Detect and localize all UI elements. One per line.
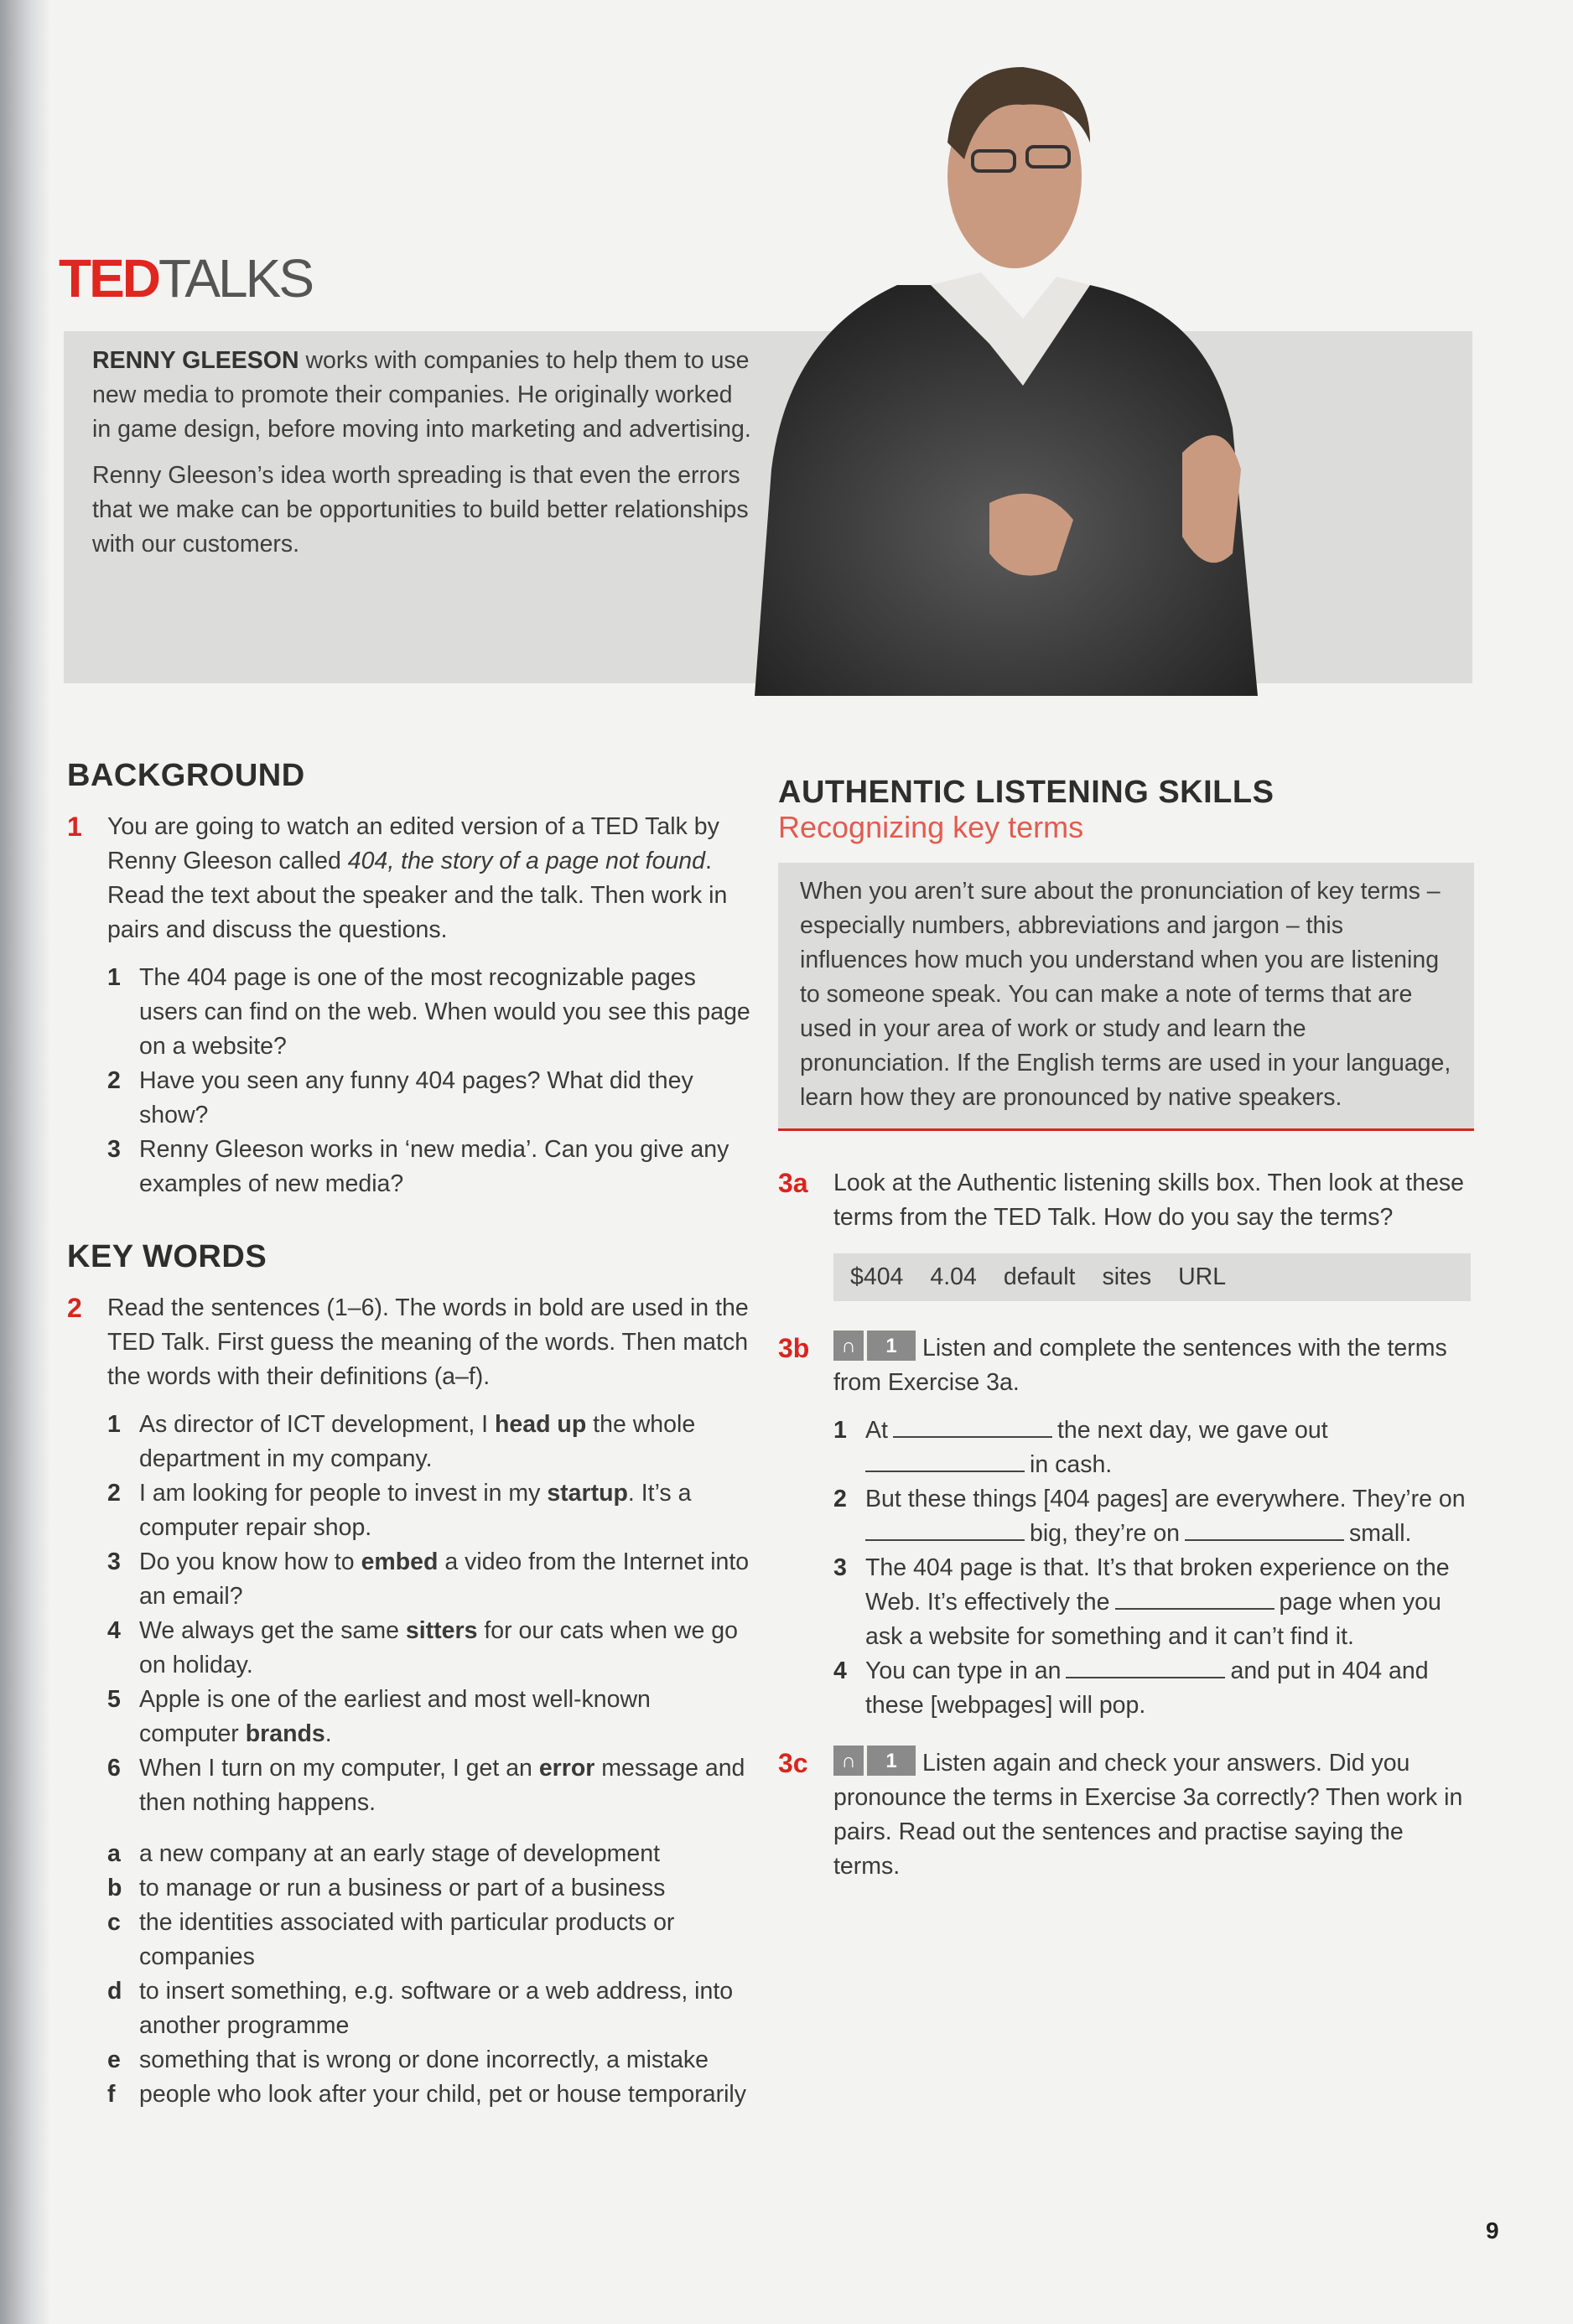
definition-item: f people who look after your child, pet or house temporarily [107,2081,746,2108]
sentence-item: 6 When I turn on my computer, I get an error message and then nothing happens. [107,1755,745,1816]
exercise-1-instructions: You are going to watch an edited version of a TED Talk by Renny Gleeson called 404, the story of a page not found. Read the text about the speaker and the talk. Then work in pairs and discuss the questions. [107,813,728,943]
skills-box: When you aren’t sure about the pronunciation of key terms – especially numbers, abbreviations and jargon – this influences how much you understand when you are listening to someone speak. You can make a note of terms that are used in your area of work or study and learn the pronunciation. If the English terms are used in your language, learn how they are pronounced by native speakers. [778,863,1474,1131]
sentence-item: 4 We always get the same sitters for our cats when we go on holiday. [107,1617,738,1678]
question-item: 2 Have you seen any funny 404 pages? What did they show? [107,1067,693,1128]
key-word-sentences [107,1408,755,1820]
definition-item: b to manage or run a business or part of a business [107,1875,666,1901]
definition-item: a a new company at an early stage of development [107,1840,661,1867]
gap-sentence: 1 At the next day, we gave out in cash. [833,1417,1328,1478]
background-heading: BACKGROUND [67,758,305,793]
book-spine-shadow [0,0,50,2324]
gap-fill-sentences [833,1414,1474,1723]
sentence-item: 3 Do you know how to embed a video from the Internet into an email? [107,1548,750,1610]
key-words-heading: KEY WORDS [67,1239,267,1274]
term: sites [1102,1263,1152,1290]
bio-paragraph-1: RENNY GLEESON works with companies to help them to use new media to promote their companies. He originally worked in game design, before moving into marketing and advertising. [92,347,751,443]
gap-sentence: 2 But these things [404 pages] are everywhere. They’re on big, they’re on small. [833,1486,1466,1547]
question-item: 3 Renny Gleeson works in ‘new media’. Can you give any examples of new media? [107,1136,729,1197]
definition-item: c the identities associated with particular products or companies [107,1909,675,1970]
speaker-photo [738,34,1325,696]
audio-track-badge[interactable]: ∩ 1 [833,1331,916,1361]
exercise-3a: 3a Look at the Authentic listening skills box. Then look at these terms from the TED Talk. How do you say the terms? [778,1168,1465,1231]
answer-blank[interactable] [893,1418,1052,1438]
terms-strip [833,1253,1471,1301]
term: URL [1178,1263,1227,1290]
exercise-2: 2 Read the sentences (1–6). The words in bold are used in the TED Talk. First guess the meaning of the words. Then match the words with their definitions (a–f). [67,1293,749,1390]
question-item: 1 The 404 page is one of the most recognizable pages users can find on the web. When would you see this page on a website? [107,964,750,1060]
answer-blank[interactable] [1115,1590,1274,1610]
answer-blank[interactable] [865,1521,1025,1541]
ted-talks-logo: TEDTALKS [59,248,312,309]
left-column [67,759,755,2120]
exercise-3b: 3b ∩ 1 Listen and complete the sentences with the terms from Exercise 3a. [778,1331,1474,1400]
headphones-icon: ∩ [833,1331,864,1361]
definition-item: d to insert something, e.g. software or a web address, into another programme [107,1978,734,2039]
gap-sentence: 4 You can type in an and put in 404 and these [webpages] will pop. [833,1657,1429,1719]
gap-sentence: 3 The 404 page is that. It’s that broken experience on the Web. It’s effectively the page when you ask a website for something and it can’t find it. [833,1554,1450,1650]
page-number: 9 [1486,2218,1499,2244]
answer-blank[interactable] [1066,1658,1225,1678]
exercise-3c: 3c ∩ 1 Listen again and check your answers. Did you pronounce the terms in Exercise 3a correctly? Then work in pairs. Read out the sentences and practise saying the terms. [778,1746,1474,1884]
sentence-item: 1 As director of ICT development, I head up the whole department in my company. [107,1411,696,1472]
sentence-item: 2 I am looking for people to invest in my startup. It’s a computer repair shop. [107,1480,692,1541]
skills-subheading: Recognizing key terms [778,810,1084,844]
answer-blank[interactable] [1185,1521,1344,1541]
exercise-1: 1 You are going to watch an edited version of a TED Talk by Renny Gleeson called 404, the story of a page not found. Read the text about the speaker and the talk. Then work in pairs and discuss the questions. [67,810,755,947]
right-column [778,776,1474,1897]
definition-item: e something that is wrong or done incorrectly, a mistake [107,2046,709,2073]
term: $404 [850,1263,904,1290]
audio-track-badge[interactable]: ∩ 1 [833,1746,916,1776]
sentence-item: 5 Apple is one of the earliest and most well-known computer brands. [107,1686,651,1747]
skills-heading: AUTHENTIC LISTENING SKILLS [778,775,1274,810]
term: default [1003,1263,1076,1290]
headphones-icon: ∩ [833,1746,864,1776]
definitions-list [107,1837,755,2112]
bio-paragraph-2: Renny Gleeson’s idea worth spreading is that even the errors that we make can be opportunities to build better relationships with our customers. [92,462,749,558]
term: 4.04 [930,1263,977,1290]
discussion-questions [107,961,755,1201]
speaker-bio [92,344,755,573]
answer-blank[interactable] [865,1452,1025,1472]
